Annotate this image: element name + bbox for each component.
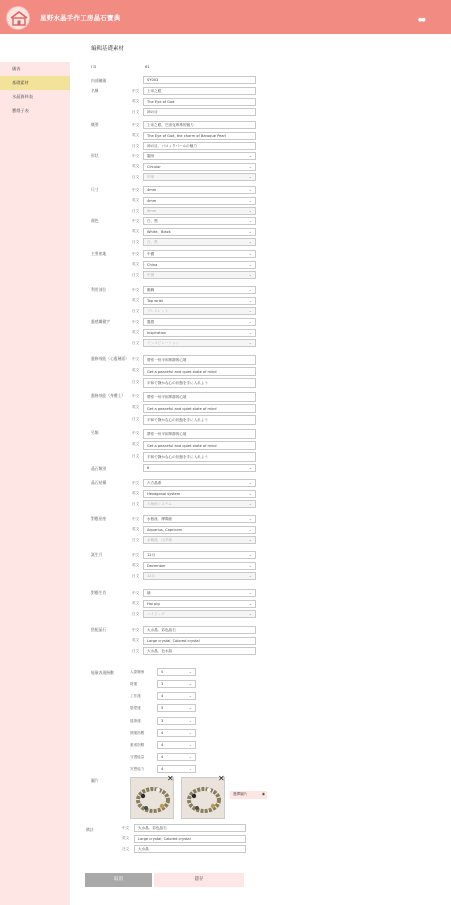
- energy-name-7: 守護能量: [130, 754, 145, 759]
- lang-label-zh: 中文: [132, 218, 140, 223]
- stone-index-label: 晶石類別: [91, 466, 107, 471]
- lang-label-zh: 中文: [132, 187, 140, 192]
- lang-label-zh: 中文: [132, 516, 140, 521]
- field-label-24: 搭配晶石: [91, 627, 107, 632]
- lang-label-ja: 日文: [132, 208, 140, 213]
- field-10-ja-input[interactable]: 平和で静かな心の状態を手に入れよう: [143, 452, 256, 462]
- energy-name-3: 戀愛運: [130, 705, 141, 710]
- lang-label-ja: 日文: [132, 416, 140, 421]
- app-title: 星野水晶手作工房晶石寶典: [40, 14, 121, 22]
- field-7-en-select[interactable]: Inspiration ⌄: [143, 329, 256, 337]
- field-8-ja-input[interactable]: 平和で静かな心の状態を手に入れよう: [143, 378, 256, 388]
- energy-select-7[interactable]: 4 ⌄: [157, 753, 196, 761]
- bracelet-image-2: [181, 774, 225, 819]
- field-22-en-select[interactable]: December ⌄: [143, 562, 256, 570]
- logo: [6, 6, 30, 30]
- id-label: I D: [91, 64, 97, 69]
- field-21-ja-select[interactable]: 水瓶座、山羊座 ⌄: [143, 536, 256, 544]
- lang-label-ja: 日文: [132, 611, 140, 616]
- field-24-zh-input[interactable]: 大水晶、彩色晶石: [143, 626, 256, 634]
- lang-label-en: 英文: [132, 442, 140, 446]
- energy-name-8: 冥想能力: [130, 766, 145, 771]
- energy-name-4: 健康運: [130, 718, 141, 723]
- cancel-button[interactable]: 取消: [85, 873, 152, 887]
- remove-image-icon[interactable]: ✕: [218, 774, 225, 783]
- field-2-zh-select[interactable]: 圓形 ⌄: [143, 152, 256, 160]
- save-button[interactable]: 儲存: [154, 873, 244, 887]
- notes-label: 備註: [86, 827, 94, 832]
- field-2-ja-select[interactable]: 円形 ⌄: [143, 173, 256, 181]
- lang-label-zh: 中文: [132, 88, 140, 93]
- remove-image-icon[interactable]: ✕: [167, 774, 174, 783]
- lang-label-en: 英文: [132, 601, 140, 605]
- lang-label-zh: 中文: [132, 287, 140, 292]
- field-23-zh-select[interactable]: 豬 ⌄: [143, 589, 256, 597]
- field-4-en-select[interactable]: White、Black ⌄: [143, 228, 256, 236]
- lang-label-ja: 日文: [132, 308, 140, 313]
- field-label-1: 概要: [91, 122, 99, 127]
- notes-lang-zh: 中文: [122, 825, 130, 830]
- lang-label-zh: 中文: [132, 153, 140, 158]
- lang-label-en: 英文: [132, 638, 140, 642]
- field-23-en-select[interactable]: Hai pig ⌄: [143, 600, 256, 608]
- lang-label-en: 英文: [132, 229, 140, 233]
- energy-name-2: 工作運: [130, 693, 141, 698]
- field-label-0: 名稱: [91, 88, 99, 93]
- energy-select-5[interactable]: 4 ⌄: [157, 729, 196, 737]
- notes-lang-ja: 日文: [122, 846, 130, 851]
- code-input[interactable]: SY003: [143, 76, 256, 84]
- lang-label-ja: 日文: [132, 272, 140, 277]
- field-label-2: 形状: [91, 153, 99, 158]
- lang-label-en: 英文: [132, 368, 140, 372]
- more-icon[interactable]: ●●: [418, 17, 425, 23]
- energy-select-0[interactable]: 5 ⌄: [157, 668, 196, 676]
- field-label-6: 利用部位: [91, 287, 107, 292]
- field-9-en-input[interactable]: Get a peaceful and quiet state of mind: [143, 404, 256, 414]
- field-22-ja-select[interactable]: 12月 ⌄: [143, 572, 256, 580]
- field-6-en-select[interactable]: Top wrist ⌄: [143, 297, 256, 305]
- lang-label-ja: 日文: [132, 573, 140, 578]
- field-9-ja-input[interactable]: 平和で静かな心の状態を手に入れよう: [143, 415, 256, 425]
- field-20-en-select[interactable]: Hexagonal system ⌄: [143, 490, 256, 498]
- lang-label-en: 英文: [132, 298, 140, 302]
- field-8-zh-input[interactable]: 帶你一份平和寧靜的心境: [143, 355, 256, 365]
- field-label-20: 晶石結構: [91, 480, 107, 485]
- lang-label-zh: 中文: [132, 393, 140, 398]
- notes-en-input[interactable]: Large crystal, Colored crystal: [134, 835, 246, 843]
- field-3-en-select[interactable]: 4mm ⌄: [143, 197, 256, 205]
- page-title: 編輯基礎素材: [91, 46, 125, 52]
- lang-label-ja: 日文: [132, 648, 140, 653]
- lang-label-ja: 日文: [132, 453, 140, 458]
- field-7-ja-select[interactable]: インスピレーション ⌄: [143, 339, 256, 347]
- sidebar-item-2[interactable]: 基礎素材: [0, 76, 70, 90]
- field-20-zh-select[interactable]: 六方晶系 ⌄: [143, 479, 256, 487]
- lang-label-zh: 中文: [132, 480, 140, 485]
- field-22-zh-select[interactable]: 12月 ⌄: [143, 551, 256, 559]
- notes-lang-en: 英文: [122, 836, 130, 840]
- field-1-ja-input[interactable]: 神の目、バロックパールの魅力: [143, 142, 256, 150]
- lang-label-zh: 中文: [132, 430, 140, 435]
- lang-label-en: 英文: [132, 491, 140, 495]
- images-label: 圖片: [91, 778, 99, 783]
- field-label-21: 對應星座: [91, 516, 107, 521]
- notes-zh-input[interactable]: 大水晶、彩色晶石: [134, 824, 246, 832]
- field-10-en-input[interactable]: Get a peaceful and quiet state of mind: [143, 441, 256, 451]
- field-5-en-select[interactable]: China ⌄: [143, 261, 256, 269]
- energy-name-5: 開運指數: [130, 730, 145, 735]
- field-5-ja-select[interactable]: 中国 ⌄: [143, 271, 256, 279]
- lang-label-zh: 中文: [132, 552, 140, 557]
- lang-label-en: 英文: [132, 262, 140, 266]
- field-8-en-input[interactable]: Get a peaceful and quiet state of mind: [143, 367, 256, 377]
- lang-label-en: 英文: [132, 405, 140, 409]
- lang-label-en: 英文: [132, 527, 140, 531]
- field-5-zh-select[interactable]: 中國 ⌄: [143, 250, 256, 258]
- field-0-ja-input[interactable]: 神の目: [143, 108, 256, 116]
- field-10-zh-input[interactable]: 帶你一份平和寧靜的心境: [143, 429, 256, 439]
- field-24-ja-input[interactable]: 大水晶、色水晶: [143, 647, 256, 655]
- field-7-zh-select[interactable]: 靈感 ⌄: [143, 318, 256, 326]
- field-21-zh-select[interactable]: 水瓶座、摩羯座 ⌄: [143, 515, 256, 523]
- sidebar-item-4[interactable]: 寶燈子表: [12, 108, 29, 113]
- field-6-zh-select[interactable]: 腕飾 ⌄: [143, 286, 256, 294]
- field-1-zh-input[interactable]: 上帝之眼，巴洛克珍珠的魅力: [143, 121, 256, 129]
- field-9-zh-input[interactable]: 帶你一份平和寧靜的心境: [143, 392, 256, 402]
- field-21-en-select[interactable]: Aquarius, Capricorn ⌄: [143, 526, 256, 534]
- lang-label-ja: 日文: [132, 143, 140, 148]
- field-label-4: 顏色: [91, 218, 99, 223]
- field-1-en-input[interactable]: The Eye of God, the charm of Baroque Pearl: [143, 132, 256, 140]
- energy-select-8[interactable]: 4 ⌄: [157, 765, 196, 773]
- code-label: 內部編號: [91, 78, 107, 83]
- field-label-5: 主要產地: [91, 251, 107, 256]
- energy-label: 能量表現指數: [91, 670, 114, 675]
- energy-select-4[interactable]: 3 ⌄: [157, 717, 196, 725]
- field-3-zh-select[interactable]: 4mm ⌄: [143, 186, 256, 194]
- bracelet-image-1: [130, 774, 174, 819]
- field-23-ja-select[interactable]: ハイピッグ ⌄: [143, 610, 256, 618]
- lang-label-zh: 中文: [132, 319, 140, 324]
- lang-label-en: 英文: [132, 330, 140, 334]
- app-header: [0, 0, 451, 34]
- camera-icon: ◉: [261, 792, 265, 796]
- energy-select-2[interactable]: 4 ⌄: [157, 692, 196, 700]
- lang-label-ja: 日文: [132, 340, 140, 345]
- sidebar: [0, 62, 70, 905]
- lang-label-en: 英文: [132, 133, 140, 137]
- field-0-zh-input[interactable]: 上帝之眼: [143, 87, 256, 95]
- field-label-22: 誕生月: [91, 552, 103, 557]
- sidebar-item-1[interactable]: 儀表: [12, 66, 21, 71]
- field-label-8: 靈修效能（心靈層面）: [91, 356, 129, 361]
- lang-label-ja: 日文: [132, 537, 140, 542]
- lang-label-ja: 日文: [132, 501, 140, 506]
- lang-label-zh: 中文: [132, 627, 140, 632]
- field-4-zh-select[interactable]: 白、黑 ⌄: [143, 217, 256, 225]
- field-3-ja-select[interactable]: 4mm ⌄: [143, 207, 256, 215]
- energy-select-3[interactable]: 5 ⌄: [157, 704, 196, 712]
- lang-label-en: 英文: [132, 563, 140, 567]
- field-label-23: 對應生肖: [91, 590, 107, 595]
- field-label-3: 尺寸: [91, 187, 99, 192]
- lang-label-en: 英文: [132, 198, 140, 202]
- stone-index-select[interactable]: 6 ⌄: [143, 464, 256, 472]
- field-20-ja-select[interactable]: 六角形システム ⌄: [143, 500, 256, 508]
- lang-label-ja: 日文: [132, 379, 140, 384]
- sidebar-item-3[interactable]: 水晶資料表: [12, 94, 33, 99]
- field-label-10: 另類: [91, 430, 99, 435]
- lang-label-zh: 中文: [132, 590, 140, 595]
- energy-name-0: 人際關係: [130, 669, 145, 674]
- lang-label-en: 英文: [132, 99, 140, 103]
- field-0-en-input[interactable]: The Eye of God: [143, 98, 256, 106]
- field-4-ja-select[interactable]: 白、黒 ⌄: [143, 238, 256, 246]
- lang-label-ja: 日文: [132, 174, 140, 179]
- field-label-7: 靈感關鍵字: [91, 319, 110, 324]
- lang-label-ja: 日文: [132, 239, 140, 244]
- lang-label-zh: 中文: [132, 356, 140, 361]
- lang-label-en: 英文: [132, 164, 140, 168]
- main-content: [70, 34, 451, 905]
- energy-name-6: 避邪指數: [130, 742, 145, 747]
- energy-select-1[interactable]: 3 ⌄: [157, 680, 196, 688]
- energy-name-1: 財運: [130, 681, 138, 686]
- lang-label-zh: 中文: [132, 251, 140, 256]
- energy-select-6[interactable]: 4 ⌄: [157, 741, 196, 749]
- field-label-9: 靈修效能（身體上）: [91, 393, 126, 398]
- notes-ja-input[interactable]: 大水晶: [134, 845, 246, 853]
- lang-label-ja: 日文: [132, 109, 140, 114]
- field-2-en-select[interactable]: Circular ⌄: [143, 163, 256, 171]
- choose-image-button[interactable]: 選擇圖片 ◉: [230, 791, 267, 799]
- field-24-en-input[interactable]: Large crystal, Colored crystal: [143, 637, 256, 645]
- id-value: 61: [145, 64, 150, 69]
- lang-label-zh: 中文: [132, 122, 140, 127]
- field-6-ja-select[interactable]: ブレスレット ⌄: [143, 307, 256, 315]
